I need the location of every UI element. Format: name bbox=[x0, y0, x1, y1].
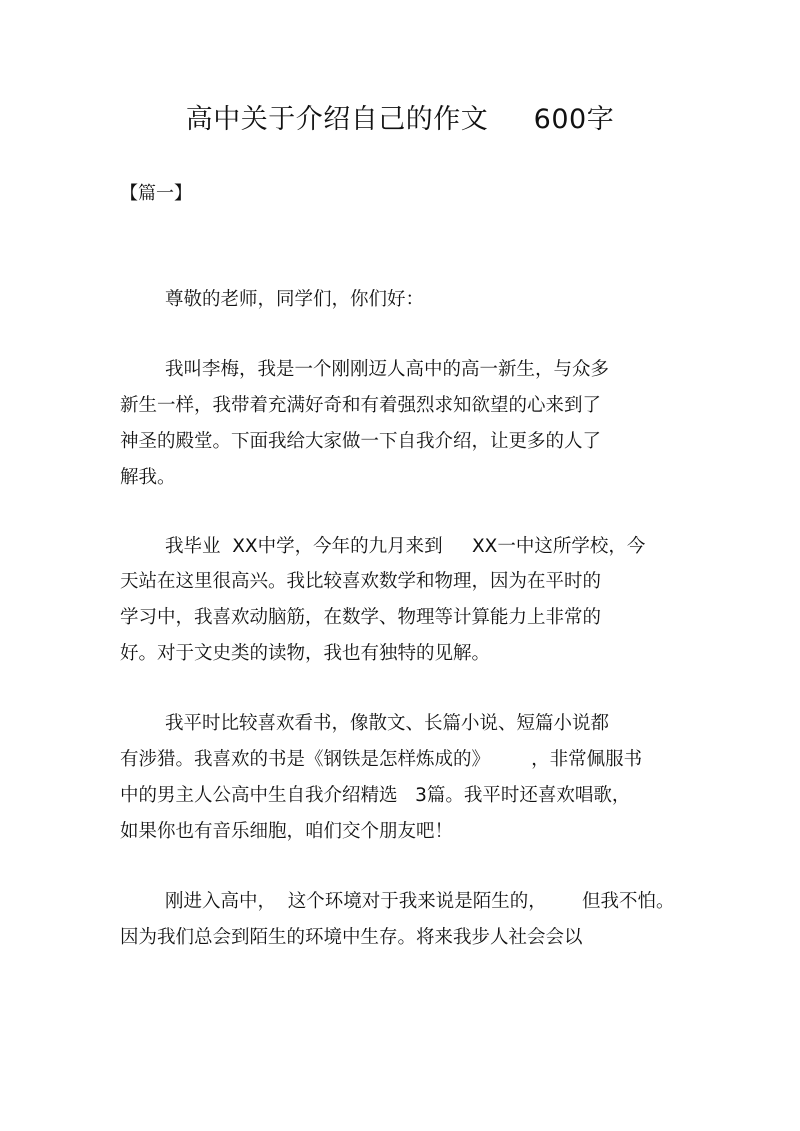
paragraph-line: 天站在这里很高兴。我比较喜欢数学和物理，因为在平时的 bbox=[120, 571, 602, 592]
section-label: 【篇一】 bbox=[120, 183, 192, 204]
paragraph-line: 有涉猎。我喜欢的书是《钢铁是怎样炼成的》 ，非常佩服书 bbox=[120, 749, 643, 770]
paragraph-line: 刚进入高中， 这个环境对于我来说是陌生的， 但我不怕。 bbox=[165, 891, 675, 912]
paragraph-line: 好。对于文史类的读物，我也有独特的见解。 bbox=[120, 643, 491, 664]
paragraph-line: 解我。 bbox=[120, 467, 176, 488]
paragraph-line: 中的男主人公高中生自我介绍精选 3篇。我平时还喜欢唱歌， bbox=[120, 785, 631, 806]
paragraph-line: 我叫李梅，我是一个刚刚迈人高中的高一新生，与众多 bbox=[165, 359, 610, 380]
paragraph-line: 因为我们总会到陌生的环境中生存。将来我步人社会会以 bbox=[120, 927, 583, 948]
paragraph-line: 如果你也有音乐细胞，咱们交个朋友吧！ bbox=[120, 821, 454, 842]
paragraph-line: 神圣的殿堂。下面我给大家做一下自我介绍，让更多的人了 bbox=[120, 431, 602, 452]
greeting-line: 尊敬的老师，同学们，你们好： bbox=[165, 289, 425, 310]
paragraph-line: 学习中，我喜欢动脑筋，在数学、物理等计算能力上非常的 bbox=[120, 607, 602, 628]
document-title: 高中关于介绍自己的作文 600字 bbox=[185, 104, 615, 135]
paragraph-line: 新生一样，我带着充满好奇和有着强烈求知欲望的心来到了 bbox=[120, 395, 602, 416]
paragraph-line: 我平时比较喜欢看书，像散文、长篇小说、短篇小说都 bbox=[165, 713, 610, 734]
paragraph-line: 我毕业 XX中学，今年的九月来到 XX一中这所学校，今 bbox=[165, 536, 646, 557]
